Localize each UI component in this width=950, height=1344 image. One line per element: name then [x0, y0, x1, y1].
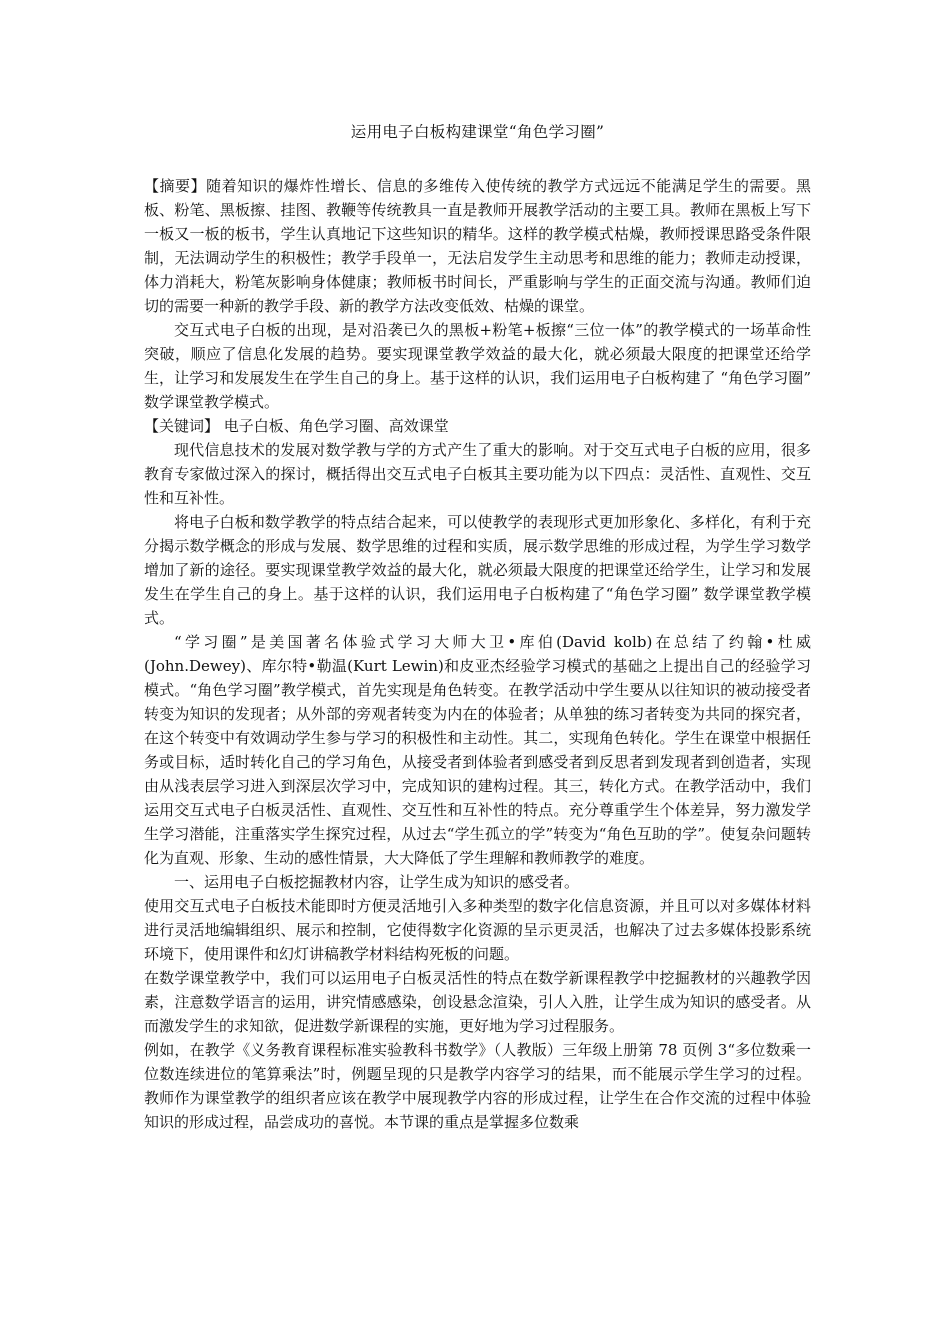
abstract-text: 随着知识的爆炸性增长、信息的多维传入使传统的教学方式远远不能满足学生的需要。黑板、粉笔、黑板擦、挂图、教鞭等传统教具一直是教师开展教学活动的主要工具。教师在黑板上写下一板又一板的板书，学生认真地记下这些知识的精华。这样的教学模式枯燥，教师授课思路受条件限制，无法调动学生的积极性；教学手段单一，无法启发学生主动思考和思维的能力；教师走动授课，体力消耗大，粉笔灰影响身体健康；教师板书时间长，严重影响与学生的正面交流与沟通。教师们迫切的需要一种新的教学手段、新的教学方法改变低效、枯燥的课堂。 [144, 177, 811, 315]
keywords-paragraph [144, 414, 811, 438]
keywords-text: 电子白板、角色学习圈、高效课堂 [219, 417, 449, 435]
document-page [144, 120, 811, 1134]
page-title: 运用电子白板构建课堂“角色学习圈” [350, 123, 605, 141]
body-paragraph-4: 使用交互式电子白板技术能即时方便灵活地引入多种类型的数字化信息资源，并且可以对多媒体材料进行灵活地编辑组织、展示和控制，它使得数字化资源的呈示更灵活，也解决了过去多媒体投影系统环境下，使用课件和幻灯讲稿教学材料结构死板的问题。 [144, 897, 811, 963]
intro-paragraph: 交互式电子白板的出现，是对沿袭已久的黑板+粉笔+板擦“三位一体”的教学模式的一场革命性突破，顺应了信息化发展的趋势。要实现课堂教学效益的最大化，就必须最大限度的把课堂还给学生，让学习和发展发生在学生自己的身上。基于这样的认识，我们运用电子白板构建了 “角色学习圈” 数学课堂教学模式。 [144, 321, 811, 411]
abstract-label: 【摘要】 [144, 177, 207, 195]
section-heading-1: 一、运用电子白板挖掘教材内容，让学生成为知识的感受者。 [174, 873, 580, 891]
keywords-label: 【关键词】 [144, 417, 220, 435]
body-paragraph-5: 在数学课堂教学中，我们可以运用电子白板灵活性的特点在数学新课程教学中挖掘教材的兴趣教学因素，注意数学语言的运用，讲究情感感染，创设悬念渲染，引人入胜，让学生成为知识的感受者。从而激发学生的求知欲，促进数学新课程的实施，更好地为学习过程服务。 [144, 969, 811, 1035]
body-paragraph-2: 将电子白板和数学教学的特点结合起来，可以使教学的表现形式更加形象化、多样化，有利于充分揭示数学概念的形成与发展、数学思维的过程和实质，展示数学思维的形成过程，为学生学习数学增加了新的途径。要实现课堂教学效益的最大化，就必须最大限度的把课堂还给学生，让学习和发展发生在学生自己的身上。基于这样的认识，我们运用电子白板构建了“角色学习圈” 数学课堂教学模式。 [144, 513, 811, 627]
body-paragraph-3: “学习圈”是美国著名体验式学习大师大卫•库伯(David kolb)在总结了约翰•杜威(John.Dewey)、库尔特•勒温(Kurt Lewin)和皮亚杰经验学习模式的基础之上提出自己的经验学习模式。“角色学习圈”教学模式，首先实现是角色转变。在教学活动中学生要从以往知识的被动接受者转变为知识的发现者；从外部的旁观者转变为内在的体验者；从单独的练习者转变为共同的探究者，在这个转变中有效调动学生参与学习的积极性和主动性。其二，实现角色转化。学生在课堂中根据任务或目标，适时转化自己的学习角色，从接受者到体验者到感受者到反思者到发现者到创造者，实现由从浅表层学习进入到深层次学习中，完成知识的建构过程。其三，转化方式。在教学活动中，我们运用交互式电子白板灵活性、直观性、交互性和互补性的特点。充分尊重学生个体差异，努力激发学生学习潜能，注重落实学生探究过程，从过去“学生孤立的学”转变为“角色互助的学”。使复杂问题转化为直观、形象、生动的感性情景，大大降低了学生理解和教师教学的难度。 [144, 633, 811, 867]
body-paragraph-6: 例如，在教学《义务教育课程标准实验教科书数学》（人教版）三年级上册第 78 页例 3“多位数乘一位数连续进位的笔算乘法”时，例题呈现的只是教学内容学习的结果，而不能展示学生学习的过程。教师作为课堂教学的组织者应该在教学中展现教学内容的形成过程，让学生在合作交流的过程中体验知识的形成过程，品尝成功的喜悦。本节课的重点是掌握多位数乘 [144, 1041, 811, 1131]
body-paragraph-1: 现代信息技术的发展对数学教与学的方式产生了重大的影响。对于交互式电子白板的应用，很多教育专家做过深入的探讨，概括得出交互式电子白板其主要功能为以下四点：灵活性、直观性、交互性和互补性。 [144, 441, 811, 507]
abstract-paragraph [144, 174, 811, 318]
